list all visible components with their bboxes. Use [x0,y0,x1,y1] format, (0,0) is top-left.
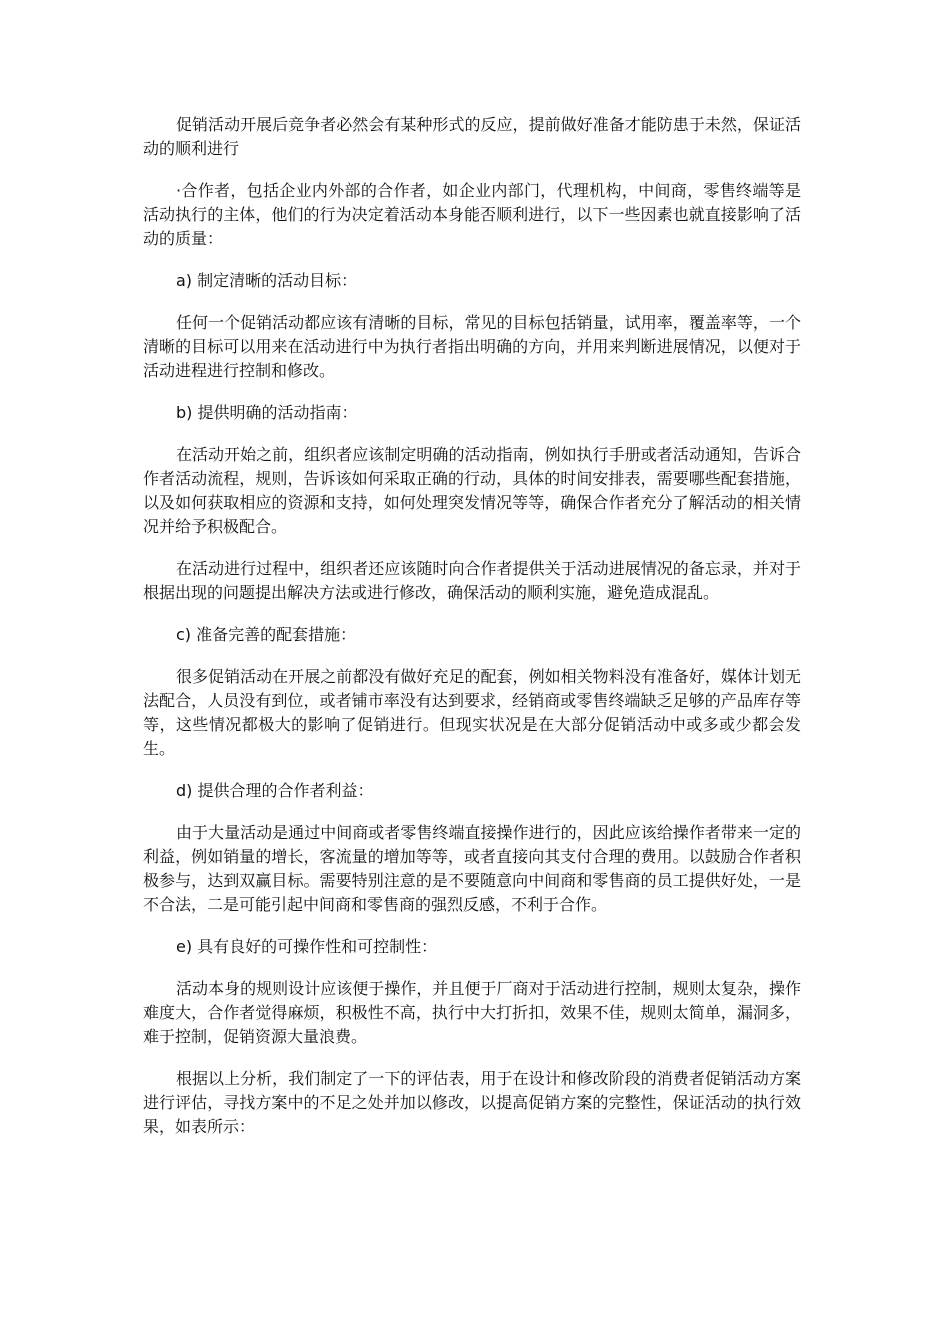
document-body [143,113,801,1157]
paragraph-activity-guide: 在活动开始之前，组织者应该制定明确的活动指南，例如执行手册或者活动通知，告诉合作者活动流程，规则，告诉该如何采取正确的行动，具体的时间安排表，需要哪些配套措施，以及如何获取相应的资源和支持，如何处理突发情况等等，确保合作者充分了解活动的相关情况并给予积极配合。 [143,445,801,536]
heading-d-partner-benefits: d) 提供合理的合作者利益： [176,781,374,800]
heading-a-clear-goals: a) 制定清晰的活动目标： [176,271,358,290]
paragraph-partners: ·合作者，包括企业内外部的合作者，如企业内部门，代理机构，中间商，零售终端等是活动执行的主体，他们的行为决定着活动本身能否顺利进行，以下一些因素也就直接影响了活动的质量： [143,181,801,248]
paragraph-supporting-measures: 很多促销活动在开展之前都没有做好充足的配套，例如相关物料没有准备好，媒体计划无法配合，人员没有到位，或者铺市率没有达到要求，经销商或零售终端缺乏足够的产品库存等等，这些情况都极大的影响了促销进行。但现实状况是在大部分促销活动中或多或少都会发生。 [143,667,801,758]
paragraph-progress-memo: 在活动进行过程中，组织者还应该随时向合作者提供关于活动进展情况的备忘录，并对于根据出现的问题提出解决方法或进行修改，确保活动的顺利实施，避免造成混乱。 [143,559,801,602]
heading-e-operability: e) 具有良好的可操作性和可控制性： [176,937,438,956]
paragraph-clear-goals: 任何一个促销活动都应该有清晰的目标，常见的目标包括销量，试用率，覆盖率等，一个清晰的目标可以用来在活动进行中为执行者指出明确的方向，并用来判断进展情况，以便对于活动进程进行控制和修改。 [143,313,801,380]
heading-b-activity-guide: b) 提供明确的活动指南： [176,403,358,422]
paragraph-operability: 活动本身的规则设计应该便于操作，并且便于厂商对于活动进行控制，规则太复杂，操作难度大，合作者觉得麻烦，积极性不高，执行中大打折扣，效果不佳，规则太简单，漏洞多，难于控制，促销资源大量浪费。 [143,979,801,1046]
paragraph-partner-benefits: 由于大量活动是通过中间商或者零售终端直接操作进行的，因此应该给操作者带来一定的利益，例如销量的增长，客流量的增加等等，或者直接向其支付合理的费用。以鼓励合作者积极参与，达到双赢目标。需要特别注意的是不要随意向中间商和零售商的员工提供好处，一是不合法，二是可能引起中间商和零售商的强烈反感，不利于合作。 [143,823,801,914]
paragraph-competitor-reaction: 促销活动开展后竞争者必然会有某种形式的反应，提前做好准备才能防患于未然，保证活动的顺利进行 [143,115,801,158]
paragraph-evaluation-table-intro: 根据以上分析，我们制定了一下的评估表，用于在设计和修改阶段的消费者促销活动方案进行评估，寻找方案中的不足之处并加以修改，以提高促销方案的完整性，保证活动的执行效果，如表所示： [143,1069,801,1136]
heading-c-supporting-measures: c) 准备完善的配套措施： [176,625,357,644]
